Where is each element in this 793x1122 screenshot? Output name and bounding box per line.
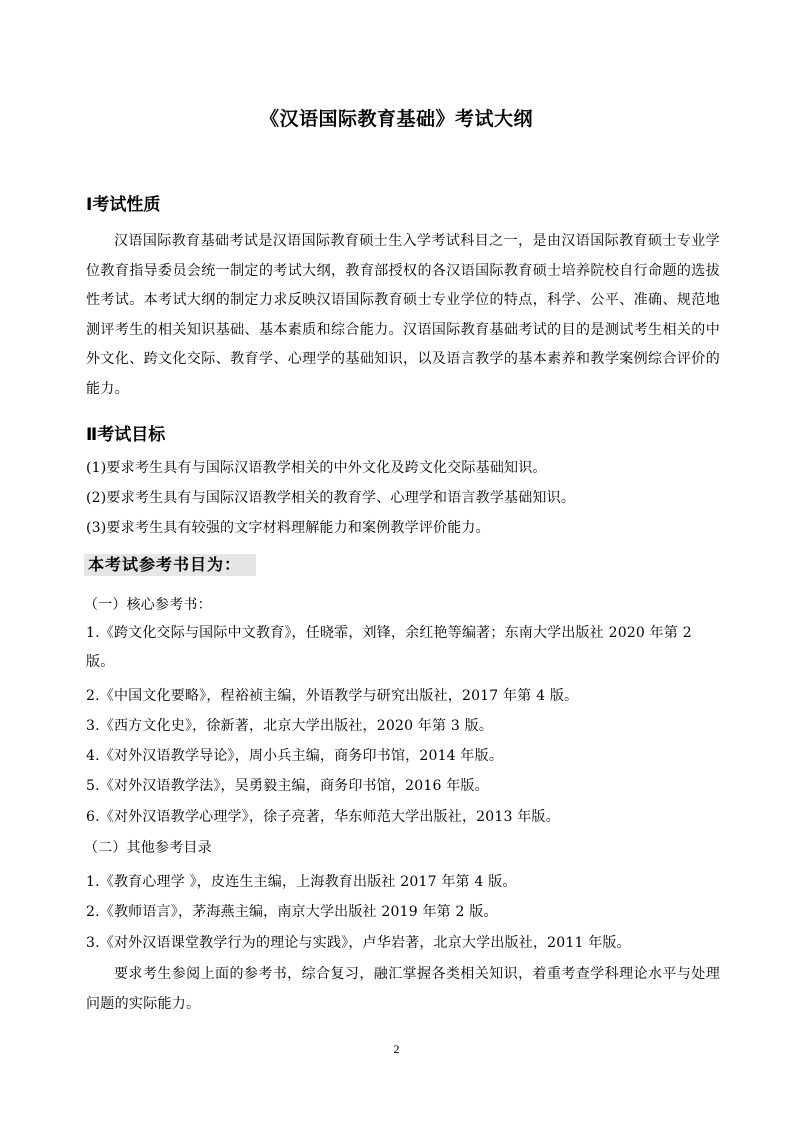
references-heading: 本考试参考书目为：: [84, 554, 256, 576]
reference-item: 3.《对外汉语课堂教学行为的理论与实践》，卢华岩著，北京大学出版社，2011 年版。: [86, 935, 631, 951]
core-references-label: （一）核心参考书：: [84, 597, 212, 613]
reference-item: 6.《对外汉语教学心理学》，徐子亮著，华东师范大学出版社，2013 年版。: [86, 809, 560, 825]
closing-paragraph: 要求考生参阅上面的参考书，综合复习，融汇掌握各类相关知识，着重考查学科理论水平与处理问题的实际能力。: [86, 966, 720, 1012]
goal-item: (2)要求考生具有与国际汉语教学相关的教育学、心理学和语言教学基础知识。: [86, 490, 576, 506]
reference-item: 4.《对外汉语教学导论》，周小兵主编，商务印书馆，2014 年版。: [86, 748, 504, 764]
other-references-label: （二）其他参考目录: [84, 840, 212, 856]
exam-nature-paragraph: 汉语国际教育基础考试是汉语国际教育硕士生入学考试科目之一，是由汉语国际教育硕士专业学位教育指导委员会统一制定的考试大纲，教育部授权的各汉语国际教育硕士培养院校自行命题的选拔性考试。本考试大纲的制定力求反映汉语国际教育硕士专业学位的特点，科学、公平、准确、规范地测评考生的相关知识基础、基本素质和综合能力。汉语国际教育基础考试的目的是测试考生相关的中外文化、跨文化交际、教育学、心理学的基础知识，以及语言教学的基本素养和教学案例综合评价的能力。: [86, 233, 720, 397]
reference-item: 3.《西方文化史》，徐新著，北京大学出版社，2020 年第 3 版。: [86, 718, 494, 734]
section-heading-exam-nature: Ⅰ考试性质: [86, 195, 161, 215]
reference-item: 2.《教师语言》，茅海燕主编，南京大学出版社 2019 年第 2 版。: [86, 904, 498, 920]
reference-item: 5.《对外汉语教学法》，吴勇毅主编，商务印书馆，2016 年版。: [86, 778, 489, 794]
reference-item: 2.《中国文化要略》，程裕祯主编，外语教学与研究出版社，2017 年第 4 版。: [86, 688, 579, 704]
goal-item: (1)要求考生具有与国际汉语教学相关的中外文化及跨文化交际基础知识。: [86, 460, 547, 476]
reference-item: 1.《跨文化交际与国际中文教育》，任晓霏，刘锋，余红艳等编著；东南大学出版社 2020 年第 2 版。: [86, 625, 692, 670]
section-heading-exam-goals: Ⅱ考试目标: [86, 425, 166, 445]
reference-item: 1.《教育心理学 》，皮连生主编，上海教育出版社 2017 年第 4 版。: [86, 874, 517, 890]
goal-item: (3)要求考生具有较强的文字材料理解能力和案例教学评价能力。: [86, 520, 490, 536]
page-number: 2: [393, 1042, 400, 1056]
document-title: 《汉语国际教育基础》考试大纲: [259, 108, 533, 130]
